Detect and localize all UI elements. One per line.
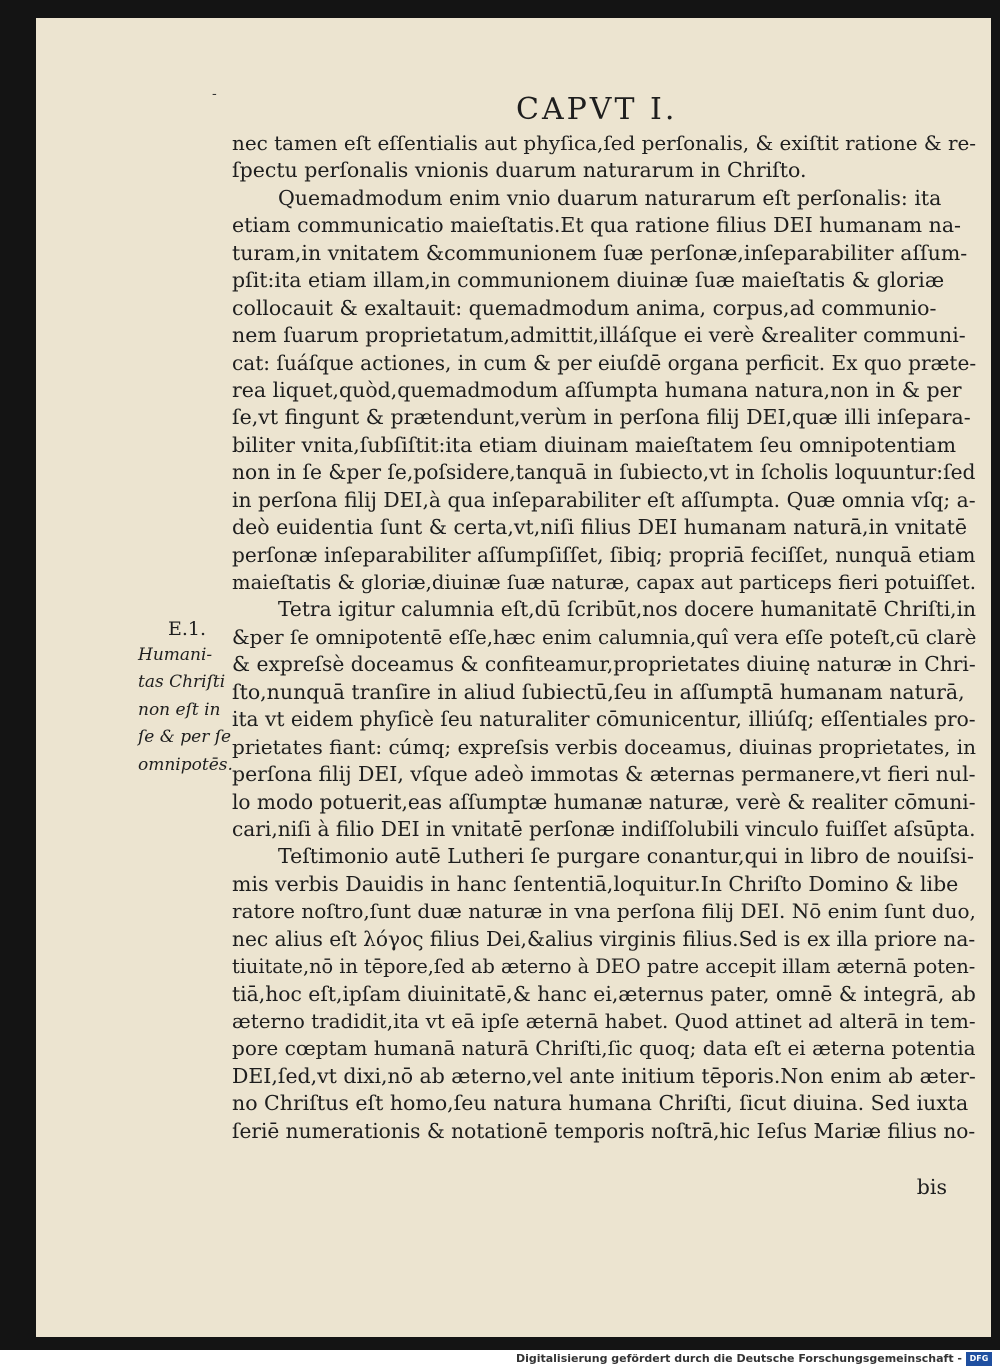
margin-note-reference: E.1. (168, 618, 207, 640)
catchword: bis (916, 1175, 947, 1199)
text-line: nec tamen eſt eſſentialis aut phyſica,ſed perſonalis, & exiſtit ratione & re- (232, 131, 977, 155)
text-line: tiā,hoc eſt,ipſam diuinitatē,& hanc ei,æternus pater, omnē & integrā, ab (232, 981, 976, 1006)
funding-credit: Digitalisierung gefördert durch die Deutsche Forschungsgemeinschaft - (515, 1352, 962, 1365)
text-line: nem ſuarum proprietatum,admittit,illáſque ei verè &realiter communi- (232, 323, 966, 348)
margin-note-line: non eſt in (138, 699, 221, 720)
text-line: ſpectu perſonalis vnionis duarum naturarum in Chriſto. (232, 158, 807, 183)
main-text (232, 130, 976, 1145)
text-line: DEI,ſed,vt dixi,nō ab æterno,vel ante initium tēporis.Non enim ab æter- (232, 1063, 976, 1088)
text-line: non in ſe &per ſe,poſsidere,tanquā in ſubiecto,vt in ſcholis loquuntur:ſed (232, 460, 976, 485)
text-line: ſeriē numerationis & notationē temporis noſtrā,hic Ieſus Mariæ filius no- (232, 1118, 976, 1143)
text-line: tiuitate,nō in tēpore,ſed ab æterno à DEO patre accepit illam æternā poten- (232, 955, 976, 979)
margin-note-line: tas Chriſti (138, 672, 226, 693)
text-line: deò euidentia ſunt & certa,vt,niſi filius DEI humanam naturā,in vnitatē (232, 515, 967, 540)
text-line: collocauit & exaltauit: quemadmodum anima, corpus,ad communio- (232, 295, 937, 320)
text-line: ſto,nunquā tranſire in aliud ſubiectū,ſeu in aſſumptā humanam naturā, (232, 679, 965, 704)
dfg-logo: DFG (966, 1352, 992, 1366)
text-line: Teſtimonio autē Lutheri ſe purgare conantur,qui in libro de nouiſsi- (278, 844, 974, 869)
text-line: lo modo potuerit,eas aſſumptæ humanæ naturæ, verè & realiter cōmuni- (232, 789, 976, 814)
margin-note-line: ſe & per ſe (138, 727, 232, 748)
margin-note-line: omnipotēs. (138, 754, 233, 775)
text-line: Quemadmodum enim vnio duarum naturarum eſt perſonalis: ita (278, 185, 942, 210)
text-line: pſit:ita etiam illam,in communionem diuinæ ſuæ maieſtatis & gloriæ (232, 268, 945, 293)
text-line: prietates fiant: cúmq; expreſsis verbis doceamus, diuinas proprietates, in (232, 734, 976, 759)
margin-note-line: Humani- (138, 645, 213, 665)
text-line: biliter vnita,ſubſiſtit:ita etiam diuinam maieſtatem ſeu omnipotentiam (232, 432, 957, 457)
text-line: cat: ſuáſque actiones, in cum & per eiuſdē organa perficit. Ex quo præte- (232, 350, 977, 375)
text-line: ita vt eidem phyſicè ſeu naturaliter cōmunicentur, illiúſq; eſſentiales pro- (232, 707, 976, 732)
text-line: nec alius eſt λόγος filius Dei,&alius virginis filius.Sed is ex illa priore na- (232, 926, 976, 951)
text-line: turam,in vnitatem &communionem ſuæ perſonæ,inſeparabiliter aſſum- (232, 240, 968, 265)
text-line: cari,niſi à filio DEI in vnitatē perſonæ indiſſolubili vinculo fuiſſet aſsūpta. (232, 816, 976, 841)
text-line: Tetra igitur calumnia eſt,dū ſcribūt,nos docere humanitatē Chriſti,in (278, 597, 977, 622)
header-mark: - (212, 86, 217, 102)
text-line: ſe,vt fingunt & prætendunt,verùm in perſona filij DEI,quæ illi inſepara- (232, 405, 971, 430)
text-line: perſona filij DEI, vſque adeò immotas & æternas permanere,vt fieri nul- (232, 762, 976, 787)
book-page (36, 18, 991, 1337)
text-line: ratore noſtro,ſunt duæ naturæ in vna perſona filij DEI. Nō enim ſunt duo, (232, 899, 976, 924)
text-line: pore cœptam humanā naturā Chriſti,ſic quoq; data eſt ei æterna potentia (232, 1036, 976, 1061)
text-line: mis verbis Dauidis in hanc ſententiā,loquitur.In Chriſto Domino & libe (232, 871, 959, 896)
text-line: no Chriſtus eſt homo,ſeu natura humana Chriſti, ſicut diuina. Sed iuxta (232, 1091, 969, 1116)
text-line: æterno tradidit,ita vt eā ipſe æternā habet. Quod attinet ad alterā in tem- (232, 1010, 976, 1033)
footer-bar (0, 1350, 1000, 1369)
text-line: &per ſe omnipotentē eſſe,hæc enim calumnia,quî vera eſſe poteſt,cū clarè (232, 625, 977, 649)
text-line: etiam communicatio maieſtatis.Et qua ratione filius DEI humanam na- (232, 213, 961, 238)
text-line: perſonæ inſeparabiliter aſſumpſiſſet, ſibiq; propriā feciſſet, nunquā etiam (232, 542, 976, 567)
text-line: maieſtatis & gloriæ,diuinæ ſuæ naturæ, capax aut particeps fieri potuiſſet. (232, 571, 976, 594)
text-line: & expreſsè doceamus & confiteamur,proprietates diuinę naturæ in Chri- (232, 652, 976, 677)
text-line: in perſona filij DEI,à qua inſeparabiliter eſt aſſumpta. Quæ omnia vſq; a- (232, 487, 976, 512)
margin-note (130, 616, 240, 779)
text-line: rea liquet,quòd,quemadmodum aſſumpta humana natura,non in & per (232, 377, 962, 402)
running-head: CAPVT I. (516, 92, 678, 127)
